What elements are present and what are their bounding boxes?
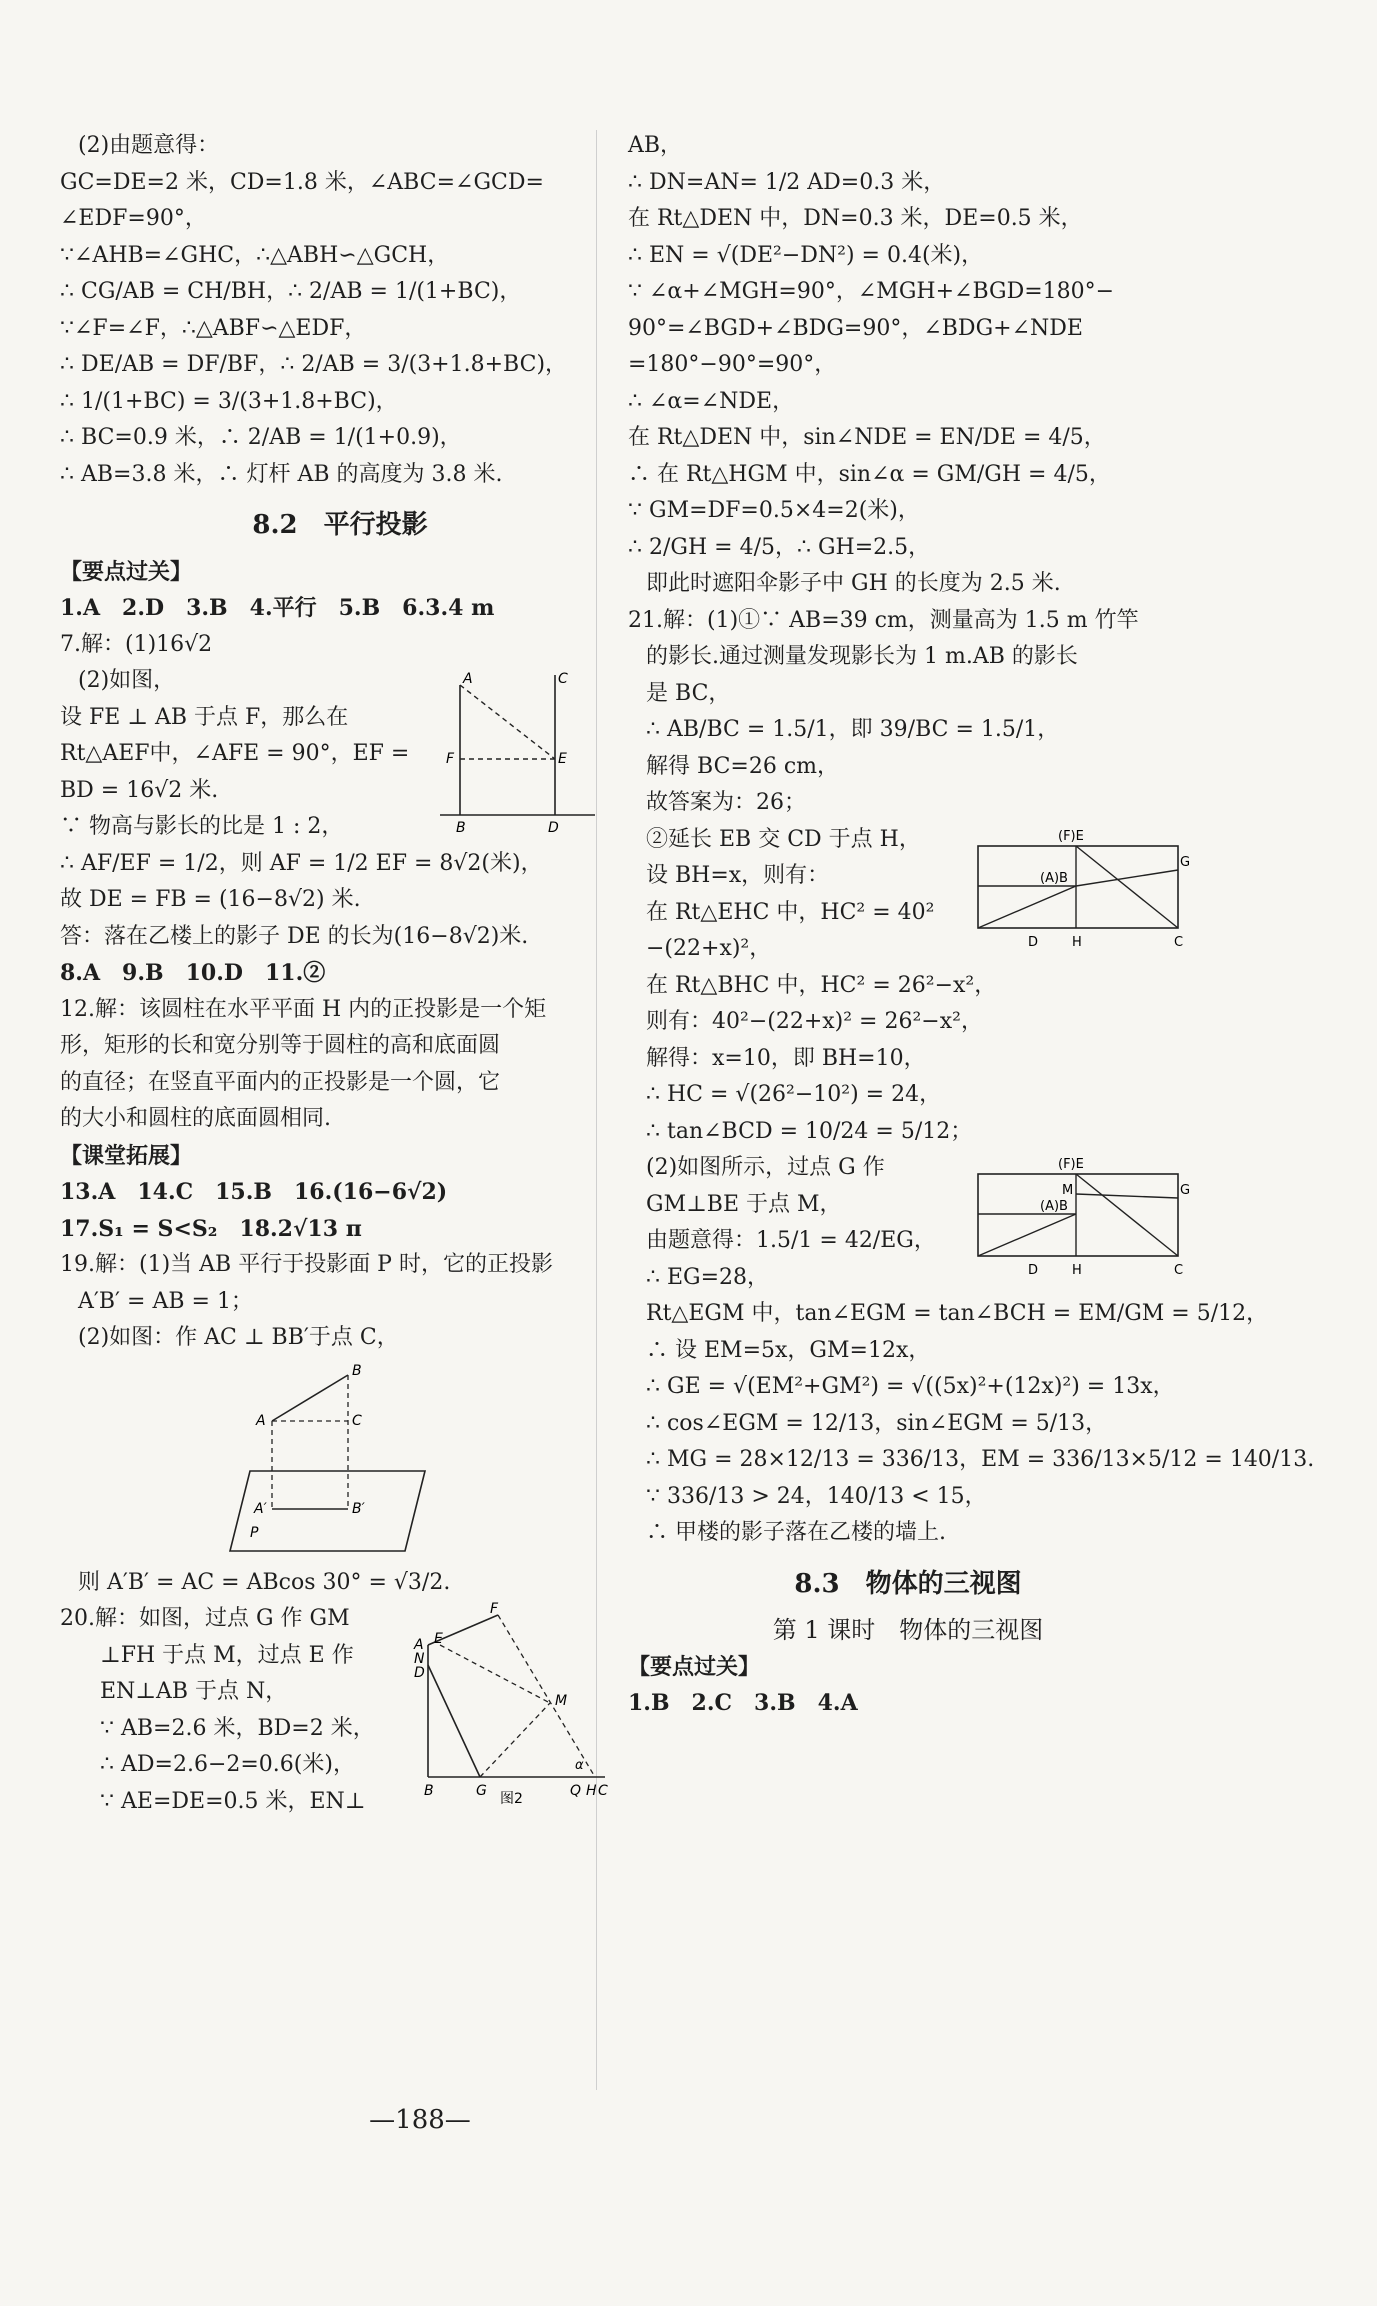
text-line: 故 DE = FB = (16−8√2) 米. (60, 887, 361, 912)
text-line: ∴ 甲楼的影子落在乙楼的墙上. (646, 1520, 946, 1545)
text-line: A′B′ = AB = 1； (78, 1288, 253, 1314)
text-line: 故答案为：26； (646, 790, 806, 815)
fig-label: C (1174, 1263, 1184, 1278)
text-line: ∴ 2/GH = 4/5，∴ GH=2.5， (628, 534, 931, 560)
text-line: EN⊥AB 于点 N， (100, 1679, 288, 1704)
text-line: (2)如图所示，过点 G 作 (646, 1155, 885, 1180)
fig-caption: 图2 (500, 1791, 523, 1807)
text-line: 设 FE ⊥ AB 于点 F，那么在 (60, 704, 349, 730)
text-line: 在 Rt△DEN 中，DN=0.3 米，DE=0.5 米， (628, 206, 1083, 231)
text-line: 是 BC， (646, 680, 731, 706)
text-line: 的影长.通过测量发现影长为 1 m.AB 的影长 (646, 644, 1078, 669)
text-line: 由题意得：1.5/1 = 42/EG， (646, 1228, 936, 1253)
section-tag: 【要点过关】 (628, 1653, 761, 1680)
text-line: 19.解：(1)当 AB 平行于投影面 P 时，它的正投影 (60, 1252, 553, 1277)
fig-label: M (555, 1693, 568, 1709)
text-line: ∵ 336/13 > 24，140/13 < 15， (646, 1483, 987, 1509)
text-line: ∴ tan∠BCD = 10/24 = 5/12； (646, 1118, 973, 1144)
fig-label: A (256, 1412, 266, 1429)
text-line: ∴ GE = √(EM²+GM²) = √((5x)²+(12x)²) = 13x， (646, 1374, 1175, 1399)
text-line: 形，矩形的长和宽分别等于圆柱的高和底面圆 (60, 1033, 501, 1058)
fig-label: Q (570, 1783, 582, 1799)
right-column (628, 128, 1315, 1722)
fig-label: B (456, 820, 466, 836)
fig-label: C (598, 1783, 608, 1799)
text-line: ∴ EG=28， (646, 1264, 770, 1290)
section-tag: 【课堂拓展】 (60, 1142, 193, 1169)
text-line: ∵∠AHB=∠GHC，∴△ABH∽△GCH， (60, 242, 450, 268)
text-line: ⊥FH 于点 M，过点 E 作 (100, 1642, 354, 1668)
q7-block (60, 663, 620, 846)
text-line: 12.解：该圆柱在水平平面 H 内的正投影是一个矩 (60, 996, 547, 1022)
text-line: ∵ 物高与影长的比是 1 : 2， (60, 814, 344, 839)
text-line: 的大小和圆柱的底面圆相同. (60, 1106, 331, 1131)
answer-line: 1.A 2.D 3.B 4.平行 5.B 6.3.4 m (60, 595, 495, 621)
text-line: Rt△AEF中，∠AFE = 90°，EF = (60, 741, 410, 766)
section-title: 8.3 物体的三视图 (794, 1568, 1022, 1599)
text-line: ∴ AF/EF = 1/2，则 AF = 1/2 EF = 8√2(米)， (60, 850, 543, 876)
text-line: ∴ 1/(1+BC) = 3/(3+1.8+BC)， (60, 388, 398, 414)
text-line: 21.解：(1)①∵ AB=39 cm，测量高为 1.5 m 竹竿 (628, 607, 1139, 633)
q20-figure (400, 1601, 620, 1807)
left-column (60, 128, 620, 1820)
text-line: ∴ CG/AB = CH/BH，∴ 2/AB = 1/(1+BC)， (60, 279, 522, 304)
text-line: ∵ AB=2.6 米，BD=2 米， (100, 1715, 375, 1741)
text-line: GC=DE=2 米，CD=1.8 米，∠ABC=∠GCD= (60, 169, 544, 195)
fig-label: H (586, 1783, 597, 1799)
q21-figure-2 (958, 1154, 1191, 1284)
text-line: ∴ HC = √(26²−10²) = 24， (646, 1082, 942, 1107)
text-line: (2)由题意得： (78, 133, 220, 158)
fig-label: α (575, 1758, 584, 1773)
text-line: 答：落在乙楼上的影子 DE 的长为(16−8√2)米. (60, 923, 529, 949)
text-line: 90°=∠BGD+∠BDG=90°，∠BDG+∠NDE (628, 315, 1083, 341)
text-line: 解得：x=10，即 BH=10， (646, 1045, 926, 1071)
text-line: ∴ AB/BC = 1.5/1，即 39/BC = 1.5/1， (646, 717, 1060, 742)
text-line: ∠EDF=90°， (60, 206, 207, 231)
fig-label: G (476, 1783, 487, 1799)
fig-label: C (352, 1412, 362, 1429)
text-line: ∴ DN=AN= 1/2 AD=0.3 米， (628, 169, 946, 195)
fig-label: D (1028, 1263, 1039, 1278)
text-line: 则有：40²−(22+x)² = 26²−x²， (646, 1009, 983, 1034)
text-line: ∴ AB=3.8 米，∴ 灯杆 AB 的高度为 3.8 米. (60, 461, 503, 487)
text-line: 设 BH=x，则有： (646, 863, 830, 888)
fig-label: C (1174, 934, 1184, 950)
lesson-title: 第 1 课时 物体的三视图 (772, 1616, 1044, 1644)
text-line: BD = 16√2 米. (60, 777, 219, 803)
text-line: ∴ AD=2.6−2=0.6(米)， (100, 1752, 355, 1777)
fig-label: B′ (352, 1500, 365, 1517)
text-line: =180°−90°=90°， (628, 352, 837, 377)
fig-label: F (490, 1601, 499, 1617)
answer-line: 7.解：(1)16√2 (60, 631, 213, 657)
text-line: ∴ DE/AB = DF/BF，∴ 2/AB = 3/(3+1.8+BC)， (60, 352, 568, 377)
fig-label: A (414, 1637, 424, 1653)
text-line: ∵∠F=∠F，∴△ABF∽△EDF， (60, 315, 367, 341)
q7-figure (430, 667, 610, 837)
page-number: —188— (369, 2105, 471, 2135)
text-line: 在 Rt△EHC 中，HC² = 40² (646, 899, 935, 925)
fig-label: (F)E (1058, 828, 1084, 844)
text-line: GM⊥BE 于点 M， (646, 1191, 842, 1217)
fig-label: A (463, 671, 473, 687)
fig-label: D (1028, 934, 1039, 950)
fig-label: C (558, 671, 568, 687)
section-tag: 【要点过关】 (60, 558, 193, 585)
fig-label: E (558, 751, 567, 767)
fig-label: N (414, 1651, 425, 1667)
answer-line: 13.A 14.C 15.B 16.(16−6√2) (60, 1179, 448, 1205)
text-line: ∵ GM=DF=0.5×4=2(米)， (628, 498, 920, 523)
text-line: −(22+x)²， (646, 936, 772, 961)
q21-figure-1 (958, 826, 1191, 956)
text-line: ∴ ∠α=∠NDE， (628, 388, 795, 414)
fig-label: (A)B (1040, 870, 1068, 886)
q21-block-1 (628, 822, 1191, 968)
fig-label: E (434, 1631, 443, 1647)
text-line: ∴ EN = √(DE²−DN²) = 0.4(米)， (628, 242, 984, 268)
fig-label: D (414, 1665, 425, 1681)
text-line: ②延长 EB 交 CD 于点 H， (646, 826, 921, 852)
q20-block (60, 1601, 620, 1820)
fig-label: M (1062, 1183, 1074, 1198)
text-line: ∵ ∠α+∠MGH=90°，∠MGH+∠BGD=180°− (628, 279, 1115, 304)
text-line: ∴ 设 EM=5x，GM=12x， (646, 1337, 931, 1363)
text-line: ∴ 在 Rt△HGM 中，sin∠α = GM/GH = 4/5， (628, 461, 1111, 487)
text-line: 则 A′B′ = AC = ABcos 30° = √3/2. (78, 1569, 451, 1595)
fig-label: H (1072, 1263, 1082, 1278)
fig-label: B (352, 1362, 362, 1379)
text-line: (2)如图， (78, 668, 176, 693)
answer-line: 8.A 9.B 10.D 11.② (60, 960, 326, 986)
text-line: Rt△EGM 中，tan∠EGM = tan∠BCH = EM/GM = 5/12， (646, 1301, 1269, 1326)
q19-figure (210, 1361, 440, 1561)
text-line: 20.解：如图，过点 G 作 GM (60, 1606, 350, 1631)
fig-label: A′ (254, 1500, 267, 1517)
fig-label: F (446, 751, 455, 767)
text-line: 即此时遮阳伞影子中 GH 的长度为 2.5 米. (646, 571, 1061, 596)
fig-label: G (1180, 854, 1191, 870)
text-line: (2)如图：作 AC ⊥ BB′于点 C， (78, 1325, 399, 1350)
text-line: 在 Rt△BHC 中，HC² = 26²−x²， (646, 972, 997, 998)
fig-label: D (548, 820, 559, 836)
text-line: ∴ cos∠EGM = 12/13，sin∠EGM = 5/13， (646, 1410, 1108, 1436)
text-line: 在 Rt△DEN 中，sin∠NDE = EN/DE = 4/5， (628, 425, 1106, 450)
answer-line: 1.B 2.C 3.B 4.A (628, 1690, 858, 1716)
q21-block-2 (628, 1150, 1191, 1296)
text-line: AB， (628, 133, 683, 158)
fig-label: G (1180, 1183, 1191, 1198)
fig-label: (A)B (1040, 1199, 1068, 1214)
fig-label: B (424, 1783, 434, 1799)
answer-line: 17.S₁ = S<S₂ 18.2√13 π (60, 1215, 362, 1242)
text-line: 的直径；在竖直平面内的正投影是一个圆，它 (60, 1069, 501, 1095)
section-title: 8.2 平行投影 (252, 510, 428, 540)
fig-label: P (250, 1524, 259, 1541)
text-line: ∴ BC=0.9 米，∴ 2/AB = 1/(1+0.9)， (60, 425, 462, 450)
fig-label: H (1072, 934, 1082, 950)
text-line: ∴ MG = 28×12/13 = 336/13，EM = 336/13×5/12 = 140/13. (646, 1447, 1315, 1472)
text-line: ∵ AE=DE=0.5 米，EN⊥ (100, 1788, 366, 1814)
text-line: 解得 BC=26 cm， (646, 753, 840, 779)
fig-label: (F)E (1058, 1157, 1084, 1172)
